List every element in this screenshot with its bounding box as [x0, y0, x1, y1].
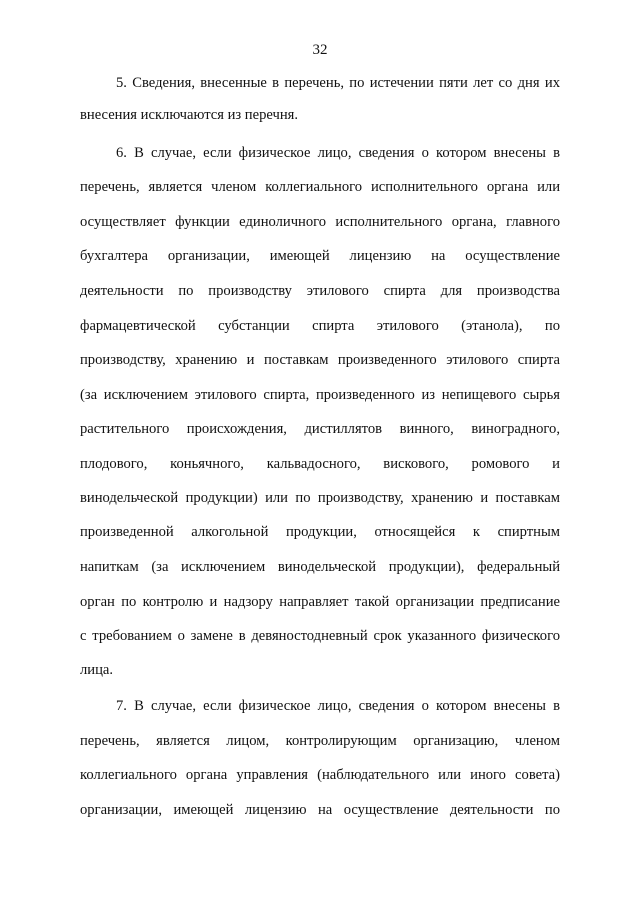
text-line: коллегиального органа управления (наблюдательного или иного совета) — [80, 767, 560, 783]
text-line: производству, хранению и поставкам произведенного этилового спирта — [80, 352, 560, 368]
text-line: перечень, является лицом, контролирующим организацию, членом — [80, 733, 560, 749]
text-line: плодового, коньячного, кальвадосного, вискового, ромового и — [80, 456, 560, 472]
text-line: с требованием о замене в девяностодневный срок указанного физического — [80, 628, 560, 644]
text-line: фармацевтической субстанции спирта этилового (этанола), по — [80, 318, 560, 334]
text-line: растительного происхождения, дистиллятов винного, виноградного, — [80, 421, 560, 437]
text-line-paragraph-6-end: лица. — [80, 662, 114, 678]
text-line: (за исключением этилового спирта, произведенного из непищевого сырья — [80, 387, 560, 403]
text-line-paragraph-5-start: 5. Сведения, внесенные в перечень, по истечении пяти лет со дня их — [116, 75, 560, 91]
page-number: 32 — [312, 42, 328, 58]
text-line: перечень, является членом коллегиального исполнительного органа или — [80, 179, 560, 195]
text-line: орган по контролю и надзору направляет такой организации предписание — [80, 594, 560, 610]
text-line: винодельческой продукции) или по производству, хранению и поставкам — [80, 490, 560, 506]
text-line: деятельности по производству этилового спирта для производства — [80, 283, 560, 299]
text-line: произведенной алкогольной продукции, относящейся к спиртным — [80, 524, 560, 540]
text-line-paragraph-6-start: 6. В случае, если физическое лицо, сведения о котором внесены в — [116, 145, 560, 161]
text-line: организации, имеющей лицензию на осуществление деятельности по — [80, 802, 560, 818]
text-line-paragraph-7-start: 7. В случае, если физическое лицо, сведения о котором внесены в — [116, 698, 560, 714]
text-line: бухгалтера организации, имеющей лицензию на осуществление — [80, 248, 560, 264]
text-line: напиткам (за исключением винодельческой продукции), федеральный — [80, 559, 560, 575]
text-line: осуществляет функции единоличного исполнительного органа, главного — [80, 214, 560, 230]
text-line-paragraph-5-end: внесения исключаются из перечня. — [80, 107, 299, 123]
